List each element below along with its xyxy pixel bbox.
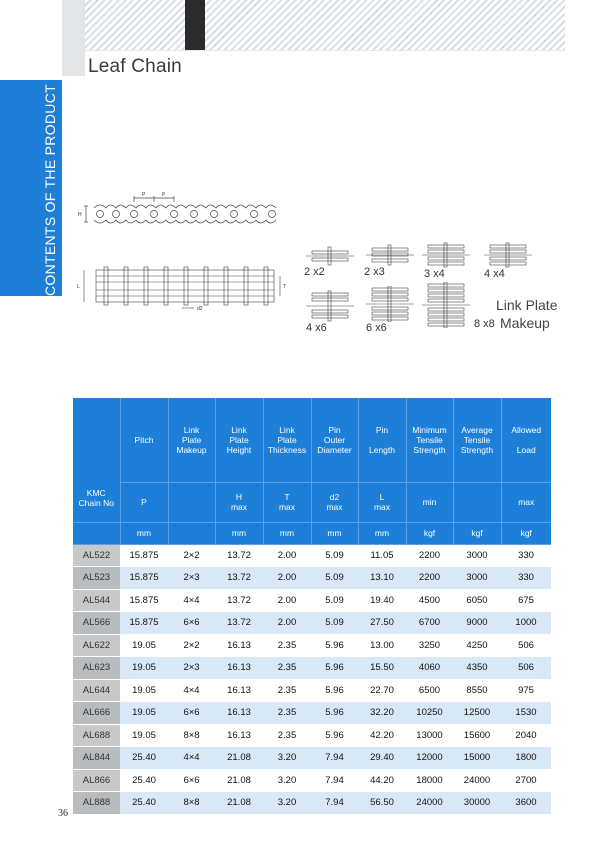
table-cell: 19.40 xyxy=(358,589,406,612)
table-cell: 25.40 xyxy=(120,792,168,815)
makeup-2x3-icon xyxy=(364,244,416,266)
table-cell: 19.05 xyxy=(120,724,168,747)
pitch-label-2: P xyxy=(162,192,166,198)
table-row xyxy=(73,612,551,635)
header-row-units xyxy=(73,522,551,544)
table-cell: 4×4 xyxy=(168,589,215,612)
col-header-thickness: Link Plate Thickness xyxy=(263,398,311,482)
table-row xyxy=(73,702,551,725)
header-hatch-band xyxy=(85,0,565,51)
spec-table-body xyxy=(73,544,551,814)
table-cell: 4060 xyxy=(406,657,453,680)
table-cell: 2×3 xyxy=(168,567,215,590)
pitch-label: P xyxy=(142,192,146,198)
table-row xyxy=(73,792,551,815)
chain-no-header: KMC Chain No xyxy=(73,398,120,522)
table-cell: 9000 xyxy=(453,612,501,635)
table-cell: 2040 xyxy=(501,724,551,747)
table-cell: 21.08 xyxy=(215,792,263,815)
thickness-label: T xyxy=(283,284,287,290)
table-cell: 675 xyxy=(501,589,551,612)
table-cell: 19.05 xyxy=(120,679,168,702)
chain-no-cell: AL844 xyxy=(73,747,120,770)
table-cell: 16.13 xyxy=(215,702,263,725)
table-cell: 6×6 xyxy=(168,769,215,792)
makeup-4x6-icon xyxy=(304,290,356,322)
table-cell: 22.70 xyxy=(358,679,406,702)
makeup-label: 2 x2 xyxy=(304,266,325,278)
table-cell: 4500 xyxy=(406,589,453,612)
table-cell: 1000 xyxy=(501,612,551,635)
sym-pin-diameter: d2 max xyxy=(311,482,358,522)
table-cell: 330 xyxy=(501,544,551,567)
pin-diameter-label: d2 xyxy=(197,306,203,312)
table-row xyxy=(73,769,551,792)
table-cell: 13.72 xyxy=(215,612,263,635)
table-cell: 6×6 xyxy=(168,702,215,725)
table-row xyxy=(73,634,551,657)
col-header-pin-length: Pin Length xyxy=(358,398,406,482)
height-label: H xyxy=(78,212,82,218)
table-cell: 12000 xyxy=(406,747,453,770)
makeup-label: 6 x6 xyxy=(366,322,387,334)
page-number: 36 xyxy=(58,808,68,819)
chain-no-cell: AL688 xyxy=(73,724,120,747)
table-cell: 506 xyxy=(501,634,551,657)
table-cell: 975 xyxy=(501,679,551,702)
table-cell: 4×4 xyxy=(168,747,215,770)
table-cell: 24000 xyxy=(406,792,453,815)
table-cell: 3000 xyxy=(453,544,501,567)
table-cell: 13.72 xyxy=(215,567,263,590)
table-cell: 2.00 xyxy=(263,544,311,567)
table-cell: 6×6 xyxy=(168,612,215,635)
table-cell: 3250 xyxy=(406,634,453,657)
table-cell: 42.20 xyxy=(358,724,406,747)
table-cell: 5.96 xyxy=(311,679,358,702)
table-cell: 7.94 xyxy=(311,769,358,792)
unit-thickness: mm xyxy=(263,522,311,544)
table-row xyxy=(73,544,551,567)
table-cell: 6700 xyxy=(406,612,453,635)
table-cell: 2.35 xyxy=(263,724,311,747)
makeup-label: 4 x6 xyxy=(306,322,327,334)
sym-min-strength: min xyxy=(406,482,453,522)
table-cell: 25.40 xyxy=(120,747,168,770)
table-cell: 15000 xyxy=(453,747,501,770)
col-header-pin-diameter: Pin Outer Diameter xyxy=(311,398,358,482)
table-cell: 10250 xyxy=(406,702,453,725)
table-cell: 8×8 xyxy=(168,792,215,815)
makeup-label: 4 x4 xyxy=(484,268,505,280)
spec-table xyxy=(73,398,551,815)
col-header-makeup: Link Plate Makeup xyxy=(168,398,215,482)
header-row-names xyxy=(73,398,551,482)
length-label: L xyxy=(77,284,80,290)
table-cell: 5.09 xyxy=(311,612,358,635)
table-cell: 24000 xyxy=(453,769,501,792)
table-cell: 4250 xyxy=(453,634,501,657)
table-cell: 5.96 xyxy=(311,702,358,725)
table-cell: 12500 xyxy=(453,702,501,725)
unit-min-strength: kgf xyxy=(406,522,453,544)
table-cell: 19.05 xyxy=(120,702,168,725)
table-cell: 44.20 xyxy=(358,769,406,792)
table-cell: 3.20 xyxy=(263,747,311,770)
table-cell: 2.00 xyxy=(263,612,311,635)
table-cell: 30000 xyxy=(453,792,501,815)
table-cell: 7.94 xyxy=(311,747,358,770)
table-cell: 1530 xyxy=(501,702,551,725)
table-cell: 5.96 xyxy=(311,634,358,657)
table-cell: 8550 xyxy=(453,679,501,702)
table-row xyxy=(73,724,551,747)
table-cell: 2×3 xyxy=(168,657,215,680)
chain-no-cell: AL523 xyxy=(73,567,120,590)
table-cell: 1800 xyxy=(501,747,551,770)
unit-height: mm xyxy=(215,522,263,544)
table-cell: 3000 xyxy=(453,567,501,590)
table-cell: 4×4 xyxy=(168,679,215,702)
chain-no-cell: AL622 xyxy=(73,634,120,657)
table-cell: 5.09 xyxy=(311,544,358,567)
makeup-8x8-icon xyxy=(420,282,472,328)
sym-makeup xyxy=(168,482,215,522)
unit-allowed-load: kgf xyxy=(501,522,551,544)
col-header-min-strength: Minimum Tensile Strength xyxy=(406,398,453,482)
table-cell: 2700 xyxy=(501,769,551,792)
sym-thickness: T max xyxy=(263,482,311,522)
chain-no-cell: AL888 xyxy=(73,792,120,815)
table-cell: 2.35 xyxy=(263,702,311,725)
table-cell: 3600 xyxy=(501,792,551,815)
table-cell: 27.50 xyxy=(358,612,406,635)
col-header-pitch: Pitch xyxy=(120,398,168,482)
col-header-avg-strength: Average Tensile Strength xyxy=(453,398,501,482)
table-cell: 19.05 xyxy=(120,657,168,680)
unit-pin-length: mm xyxy=(358,522,406,544)
table-cell: 5.09 xyxy=(311,589,358,612)
table-row xyxy=(73,747,551,770)
table-cell: 13.10 xyxy=(358,567,406,590)
col-header-height: Link Plate Height xyxy=(215,398,263,482)
table-cell: 8×8 xyxy=(168,724,215,747)
table-row xyxy=(73,589,551,612)
side-tab-label: CONTENTS OF THE PRODUCT xyxy=(42,84,58,296)
table-cell: 11.05 xyxy=(358,544,406,567)
unit-avg-strength: kgf xyxy=(453,522,501,544)
table-cell: 5.09 xyxy=(311,567,358,590)
table-row xyxy=(73,657,551,680)
table-cell: 13.72 xyxy=(215,544,263,567)
table-cell: 32.20 xyxy=(358,702,406,725)
table-cell: 2.35 xyxy=(263,657,311,680)
unit-makeup xyxy=(168,522,215,544)
header-gray-strip xyxy=(62,0,85,76)
table-cell: 16.13 xyxy=(215,657,263,680)
table-cell: 16.13 xyxy=(215,679,263,702)
table-cell: 15.875 xyxy=(120,544,168,567)
table-cell: 2×2 xyxy=(168,634,215,657)
table-cell: 16.13 xyxy=(215,724,263,747)
table-cell: 4350 xyxy=(453,657,501,680)
table-cell: 3.20 xyxy=(263,769,311,792)
chain-no-cell: AL666 xyxy=(73,702,120,725)
table-cell: 15.875 xyxy=(120,612,168,635)
table-cell: 15.875 xyxy=(120,567,168,590)
table-cell: 2200 xyxy=(406,544,453,567)
table-cell: 6500 xyxy=(406,679,453,702)
table-cell: 13.72 xyxy=(215,589,263,612)
table-cell: 2.35 xyxy=(263,679,311,702)
table-cell: 16.13 xyxy=(215,634,263,657)
sym-pin-length: L max xyxy=(358,482,406,522)
unit-pin-diameter: mm xyxy=(311,522,358,544)
makeup-6x6-icon xyxy=(364,286,416,322)
table-cell: 2.00 xyxy=(263,589,311,612)
table-cell: 18000 xyxy=(406,769,453,792)
caption-line-2: Makeup xyxy=(500,315,550,331)
side-tab xyxy=(0,80,62,296)
table-cell: 21.08 xyxy=(215,769,263,792)
sym-height: H max xyxy=(215,482,263,522)
header-dark-bar xyxy=(185,0,205,50)
table-cell: 2200 xyxy=(406,567,453,590)
sym-allowed-load: max xyxy=(501,482,551,522)
table-cell: 13.00 xyxy=(358,634,406,657)
chain-no-cell: AL644 xyxy=(73,679,120,702)
makeup-label: 8 x8 xyxy=(474,318,495,330)
col-header-allowed-load: Allowed Load xyxy=(501,398,551,482)
table-row xyxy=(73,567,551,590)
header-row-symbols xyxy=(73,482,551,522)
makeup-label: 2 x3 xyxy=(364,266,385,278)
chain-no-cell: AL544 xyxy=(73,589,120,612)
table-cell: 5.96 xyxy=(311,724,358,747)
makeup-2x2-icon xyxy=(304,246,356,266)
table-cell: 3.20 xyxy=(263,792,311,815)
table-cell: 13000 xyxy=(406,724,453,747)
table-cell: 330 xyxy=(501,567,551,590)
makeup-3x4-icon xyxy=(420,242,472,268)
table-cell: 29.40 xyxy=(358,747,406,770)
chain-no-cell: AL522 xyxy=(73,544,120,567)
table-cell: 15.50 xyxy=(358,657,406,680)
sym-avg-strength xyxy=(453,482,501,522)
page-title: Leaf Chain xyxy=(88,56,182,77)
link-plate-makeup-caption xyxy=(496,296,557,332)
chain-top-view-drawing xyxy=(74,262,296,314)
table-cell: 21.08 xyxy=(215,747,263,770)
chain-side-view-drawing xyxy=(76,190,286,230)
sym-pitch: P xyxy=(120,482,168,522)
makeup-label: 3 x4 xyxy=(424,268,445,280)
chain-no-cell: AL866 xyxy=(73,769,120,792)
table-cell: 15600 xyxy=(453,724,501,747)
table-cell: 7.94 xyxy=(311,792,358,815)
table-cell: 2×2 xyxy=(168,544,215,567)
table-cell: 506 xyxy=(501,657,551,680)
table-cell: 6050 xyxy=(453,589,501,612)
unit-pitch: mm xyxy=(120,522,168,544)
table-cell: 15.875 xyxy=(120,589,168,612)
unit-chain-no xyxy=(73,522,120,544)
chain-no-cell: AL566 xyxy=(73,612,120,635)
table-cell: 2.35 xyxy=(263,634,311,657)
caption-line-1: Link Plate xyxy=(496,297,558,313)
table-cell: 25.40 xyxy=(120,769,168,792)
table-cell: 2.00 xyxy=(263,567,311,590)
table-cell: 19.05 xyxy=(120,634,168,657)
table-cell: 5.96 xyxy=(311,657,358,680)
chain-no-cell: AL623 xyxy=(73,657,120,680)
table-row xyxy=(73,679,551,702)
makeup-4x4-icon xyxy=(482,242,534,268)
table-cell: 56.50 xyxy=(358,792,406,815)
